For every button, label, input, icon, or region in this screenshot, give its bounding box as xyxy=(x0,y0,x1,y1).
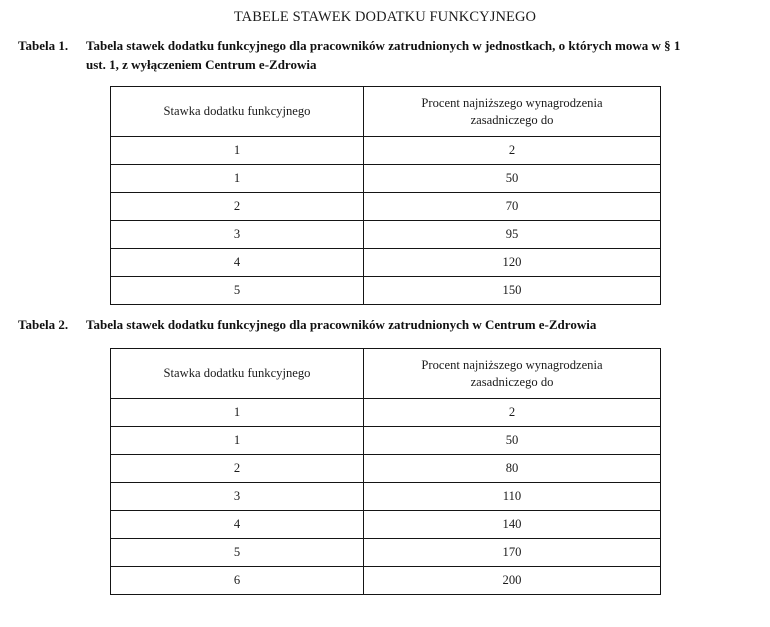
cell-percent: 170 xyxy=(364,539,661,567)
cell-percent: 2 xyxy=(364,399,661,427)
column-header-percent-line-2: zasadniczego do xyxy=(470,374,554,389)
cell-percent: 80 xyxy=(364,455,661,483)
cell-rate: 2 xyxy=(111,455,364,483)
cell-rate: 1 xyxy=(111,137,364,165)
cell-percent: 70 xyxy=(364,193,661,221)
column-header-percent xyxy=(364,87,661,137)
cell-rate: 5 xyxy=(111,277,364,305)
table-row xyxy=(111,165,661,193)
table-1-caption-label: Tabela 1. xyxy=(18,38,69,53)
table-row xyxy=(111,483,661,511)
column-header-percent-line-1: Procent najniższego wynagrodzenia xyxy=(421,357,603,372)
table-2-caption xyxy=(18,315,756,334)
page-title: TABELE STAWEK DODATKU FUNKCYJNEGO xyxy=(233,9,537,25)
table-2-caption-line-1: Tabela stawek dodatku funkcyjnego dla pracowników zatrudnionych w Centrum e-Zdrowia xyxy=(86,317,597,332)
cell-rate: 1 xyxy=(111,165,364,193)
table-row xyxy=(111,193,661,221)
table-stawek-1 xyxy=(110,86,661,305)
cell-rate: 1 xyxy=(111,427,364,455)
table-row xyxy=(111,567,661,595)
table-row xyxy=(111,221,661,249)
table-header-row xyxy=(111,349,661,399)
cell-percent: 95 xyxy=(364,221,661,249)
cell-percent: 2 xyxy=(364,137,661,165)
table-row xyxy=(111,249,661,277)
table-1-caption xyxy=(18,36,756,74)
table-2-caption-label: Tabela 2. xyxy=(18,317,69,332)
table-header-row xyxy=(111,87,661,137)
column-header-percent-line-1: Procent najniższego wynagrodzenia xyxy=(421,95,603,110)
table-1-caption-line-1: Tabela stawek dodatku funkcyjnego dla pracowników zatrudnionych w jednostkach, o których mowa w § 1 xyxy=(86,38,681,53)
cell-percent: 120 xyxy=(364,249,661,277)
column-header-percent-line-2: zasadniczego do xyxy=(470,112,554,127)
column-header-rate: Stawka dodatku funkcyjnego xyxy=(111,87,364,137)
table-row xyxy=(111,539,661,567)
table-row xyxy=(111,427,661,455)
cell-rate: 1 xyxy=(111,399,364,427)
cell-rate: 3 xyxy=(111,483,364,511)
table-row xyxy=(111,511,661,539)
table-row xyxy=(111,455,661,483)
cell-percent: 50 xyxy=(364,427,661,455)
cell-percent: 200 xyxy=(364,567,661,595)
column-header-percent xyxy=(364,349,661,399)
cell-percent: 50 xyxy=(364,165,661,193)
cell-rate: 4 xyxy=(111,511,364,539)
cell-percent: 110 xyxy=(364,483,661,511)
table-row xyxy=(111,137,661,165)
cell-percent: 150 xyxy=(364,277,661,305)
table-1-caption-line-2: ust. 1, z wyłączeniem Centrum e-Zdrowia xyxy=(86,57,317,72)
table-row xyxy=(111,277,661,305)
cell-percent: 140 xyxy=(364,511,661,539)
cell-rate: 4 xyxy=(111,249,364,277)
cell-rate: 6 xyxy=(111,567,364,595)
column-header-rate: Stawka dodatku funkcyjnego xyxy=(111,349,364,399)
cell-rate: 5 xyxy=(111,539,364,567)
cell-rate: 3 xyxy=(111,221,364,249)
table-stawek-2 xyxy=(110,348,661,595)
table-row xyxy=(111,399,661,427)
cell-rate: 2 xyxy=(111,193,364,221)
